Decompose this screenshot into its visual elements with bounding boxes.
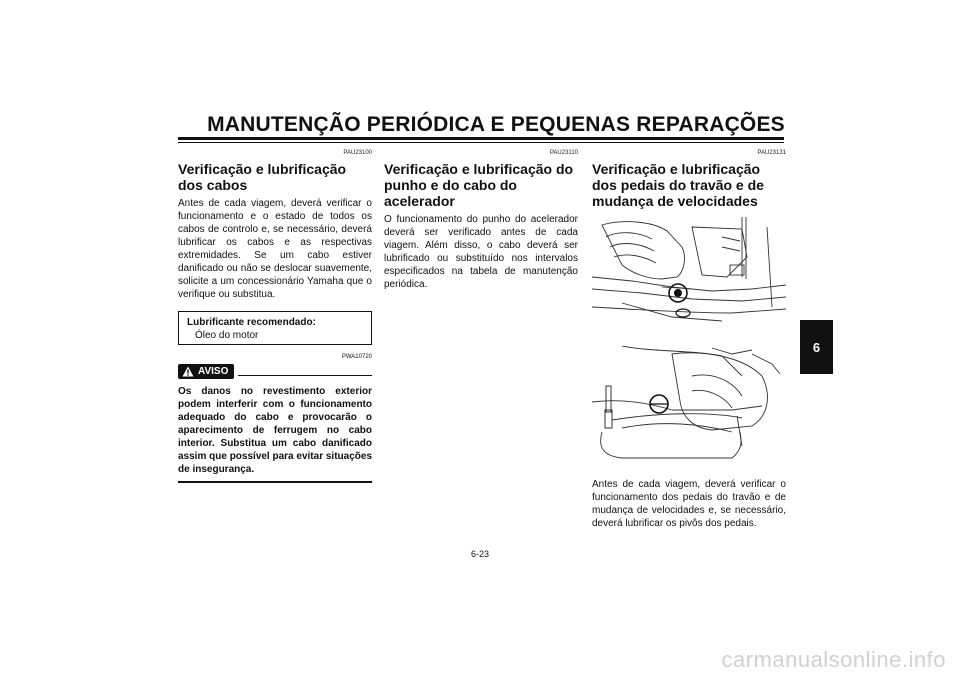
warning-code: PWA10720 xyxy=(341,354,372,360)
lubricant-value: Óleo do motor xyxy=(195,330,259,341)
chapter-tab: 6 xyxy=(800,320,833,374)
column-cables xyxy=(178,150,372,483)
warning-end-rule xyxy=(178,481,372,483)
section-code: PAU23131 xyxy=(757,150,786,156)
shift-pedal-illustration xyxy=(592,346,786,468)
section-code: PAU23100 xyxy=(343,150,372,156)
warning-rule xyxy=(238,375,372,376)
section-heading: Verificação e lubrificação dos pedais do travão e de mudança de velocidades xyxy=(592,161,764,209)
warning-header xyxy=(178,364,372,379)
watermark: carmanualsonline.info xyxy=(721,647,946,672)
page-number: 6-23 xyxy=(470,549,489,559)
brake-pedal-illustration xyxy=(592,217,786,339)
column-pedals xyxy=(592,150,786,530)
lubricant-box xyxy=(178,311,372,345)
section-heading: Verificação e lubrificação do punho e do cabo do acelerador xyxy=(384,161,574,209)
warning-badge xyxy=(178,364,234,379)
warning-text: Os danos no revestimento exterior podem interferir com o funcionamento adequado do cabo e provocarão o aparecimento de ferrugem no cabo interior. Substitua um cabo danificado assim que possível para evitar situações de insegurança. xyxy=(178,386,372,475)
section-code: PAU23110 xyxy=(549,150,578,156)
section-body: Antes de cada viagem, deverá verificar o funcionamento e o estado de todos os cabos de controlo e, se necessário, deverá lubrificar os cabos e as respectivas extremidades. Se um cabo estiver danificado ou não se deslocar suavemente, solicite a um concessionário Yamaha que o verifique ou substitua. xyxy=(178,198,372,300)
header-rule-thin xyxy=(178,142,784,143)
section-body: O funcionamento do punho do acelerador deverá ser verificado antes de cada viagem. Além disso, o cabo deverá ser lubrificado ou substituído nos intervalos especificados na tabela de manutenção periódica. xyxy=(384,214,578,290)
warning-label: AVISO xyxy=(198,366,229,377)
page-title: MANUTENÇÃO PERIÓDICA E PEQUENAS REPARAÇÕES xyxy=(207,113,785,136)
section-body: Antes de cada viagem, deverá verificar o funcionamento dos pedais do travão e de mudança de velocidades e, se necessário, deverá lubrificar os pivôs dos pedais. xyxy=(592,479,786,529)
section-heading: Verificação e lubrificação dos cabos xyxy=(178,161,347,193)
lubricant-title: Lubrificante recomendado: xyxy=(187,317,316,328)
column-throttle xyxy=(384,150,578,291)
header-rule-thick xyxy=(178,137,784,140)
warning-triangle-icon xyxy=(182,366,194,377)
